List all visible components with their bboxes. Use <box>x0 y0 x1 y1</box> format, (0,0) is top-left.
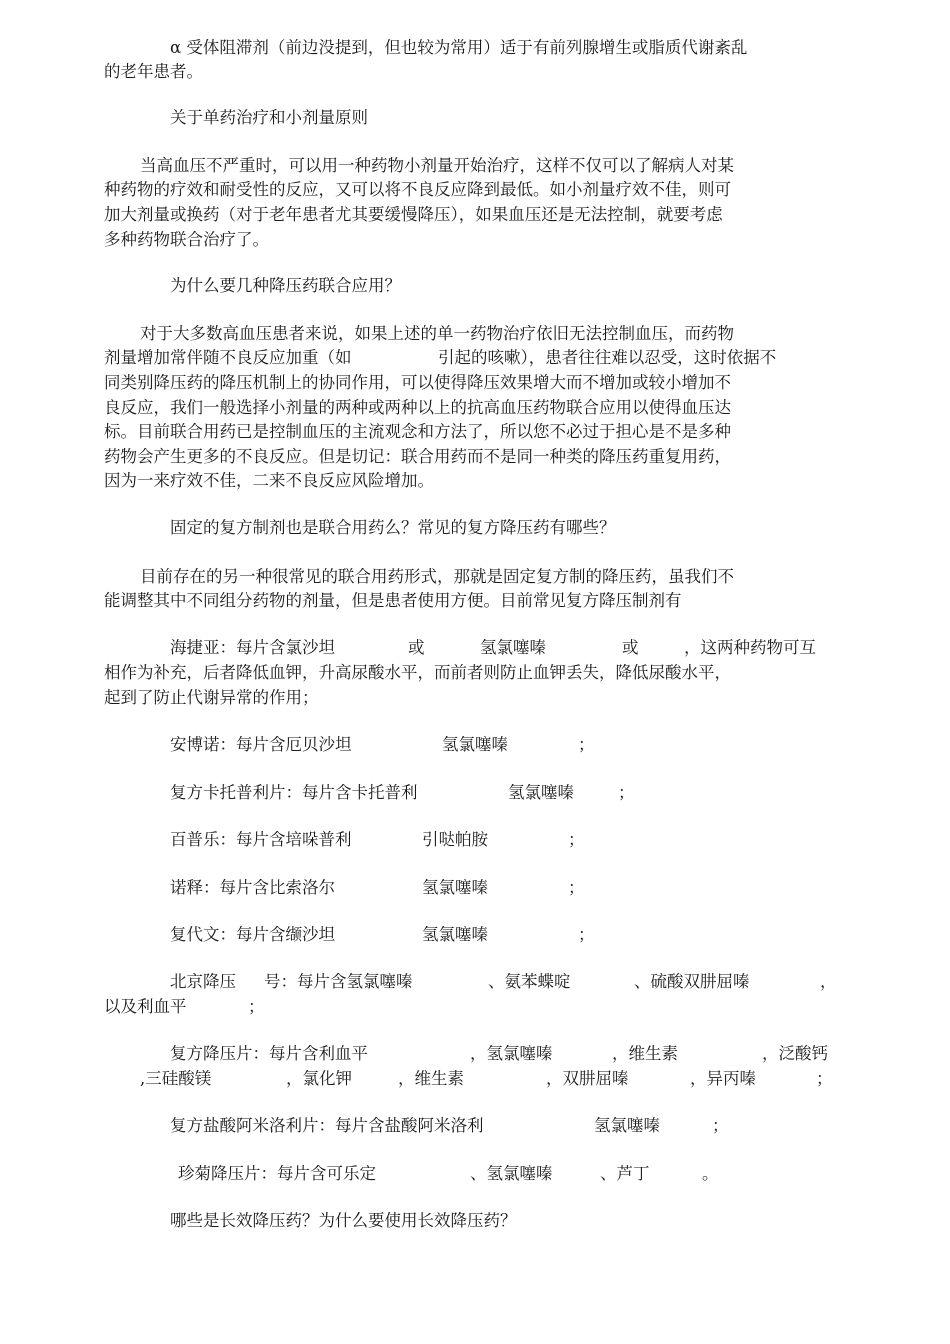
beijing-part-b: 号：每片含氢氯噻嗪 <box>264 972 413 991</box>
combination-line-1: 对于大多数高血压患者来说，如果上述的单一药物治疗依旧无法控制血压，而药物 <box>140 324 734 343</box>
beijing-line-2b: ； <box>248 997 265 1016</box>
fixed-compound-line-1: 目前存在的另一种很常见的联合用药形式，那就是固定复方制的降压药，虽我们不 <box>140 567 734 586</box>
combination-line-5: 标。目前联合用药已是控制血压的主流观念和方法了，所以您不必过于担心是不是多种 <box>104 422 731 441</box>
heading-combination: 为什么要几种降压药联合应用？ <box>170 276 401 295</box>
single-drug-line-1: 当高血压不严重时，可以用一种药物小剂量开始治疗，这样不仅可以了解病人对某 <box>140 156 734 175</box>
hyzaar-line-2: 相作为补充，后者降低血钾，升高尿酸水平，而前者则防止血钾丢失，降低尿酸水平， <box>104 663 731 682</box>
anbonuo-part-c: ； <box>578 735 595 754</box>
zhenju-part-c: 、芦丁 <box>600 1164 650 1183</box>
fufang-line2-part-1: ,三硅酸镁 <box>140 1069 212 1088</box>
beijing-part-e: ， <box>820 972 837 991</box>
bailele-part-a: 百普乐：每片含培哚普利 <box>170 830 352 849</box>
beijing-line-2a: 以及利血平 <box>104 997 187 1016</box>
amiloride-part-b: 氢氯噻嗪 <box>594 1116 660 1135</box>
anbonuo-part-b: 氢氯噻嗪 <box>442 735 508 754</box>
fixed-compound-line-2: 能调整其中不同组分药物的剂量，但是患者使用方便。目前常见复方降压制剂有 <box>104 591 682 610</box>
fufang-line2-part-4: ，双肼屈嗪 <box>546 1069 629 1088</box>
fufang-part-d: ，泛酸钙 <box>762 1044 828 1063</box>
fudaiwen-part-c: ； <box>578 925 595 944</box>
alpha-blocker-line-2: 的老年患者。 <box>104 62 203 81</box>
amiloride-part-a: 复方盐酸阿米洛利片：每片含盐酸阿米洛利 <box>170 1116 484 1135</box>
nuoshi-part-b: 氢氯噻嗪 <box>422 878 488 897</box>
heading-long-acting: 哪些是长效降压药？为什么要使用长效降压药？ <box>170 1211 517 1230</box>
fufang-line2-part-5: ，异丙嗪 <box>690 1069 756 1088</box>
fudaiwen-part-a: 复代文：每片含缬沙坦 <box>170 925 335 944</box>
fufang-line2-part-2: ，氯化钾 <box>286 1069 352 1088</box>
hyzaar-part-e: ，这两种药物可互 <box>684 638 816 657</box>
single-drug-line-3: 加大剂量或换药（对于老年患者尤其要缓慢降压），如果血压还是无法控制，就要考虑 <box>104 205 723 224</box>
fudaiwen-part-b: 氢氯噻嗪 <box>422 925 488 944</box>
combination-line-4: 良反应，我们一般选择小剂量的两种或两种以上的抗高血压药物联合应用以使得血压达 <box>104 398 731 417</box>
beijing-part-c: 、氨苯蝶啶 <box>488 972 571 991</box>
nuoshi-part-c: ； <box>568 878 585 897</box>
single-drug-line-4: 多种药物联合治疗了。 <box>104 230 269 249</box>
alpha-blocker-line-1: α 受体阻滞剂（前边没提到，但也较为常用）适于有前列腺增生或脂质代谢紊乱 <box>170 38 748 57</box>
zhenju-part-d: 。 <box>702 1164 719 1183</box>
nuoshi-part-a: 诺释：每片含比索洛尔 <box>170 878 335 897</box>
fufang-part-c: ，维生素 <box>612 1044 678 1063</box>
bailele-part-b: 引哒帕胺 <box>422 830 488 849</box>
hyzaar-part-c: 氢氯噻嗪 <box>480 638 546 657</box>
combination-line-2a: 剂量增加常伴随不良反应加重（如 <box>104 348 352 367</box>
captopril-part-b: 氢氯噻嗪 <box>508 783 574 802</box>
hyzaar-part-d: 或 <box>622 638 639 657</box>
fufang-part-b: ，氢氯噻嗪 <box>470 1044 553 1063</box>
fufang-part-a: 复方降压片：每片含利血平 <box>170 1044 368 1063</box>
hyzaar-part-a: 海捷亚：每片含氯沙坦 <box>170 638 335 657</box>
fufang-line2-part-3: ，维生素 <box>398 1069 464 1088</box>
zhenju-part-b: 、氢氯噻嗪 <box>470 1164 553 1183</box>
amiloride-part-c: ； <box>712 1116 729 1135</box>
anbonuo-part-a: 安博诺：每片含厄贝沙坦 <box>170 735 352 754</box>
captopril-part-c: ； <box>618 783 635 802</box>
heading-fixed-compound: 固定的复方制剂也是联合用药么？常见的复方降压药有哪些？ <box>170 518 616 537</box>
beijing-part-d: 、硫酸双肼屈嗪 <box>634 972 750 991</box>
beijing-part-a: 北京降压 <box>170 972 236 991</box>
heading-single-drug: 关于单药治疗和小剂量原则 <box>170 108 368 127</box>
hyzaar-line-3: 起到了防止代谢异常的作用； <box>104 688 319 707</box>
fufang-line2-part-6: ； <box>816 1069 833 1088</box>
bailele-part-c: ； <box>568 830 585 849</box>
hyzaar-part-b: 或 <box>408 638 425 657</box>
combination-line-6: 药物会产生更多的不良反应。但是切记：联合用药而不是同一种类的降压药重复用药， <box>104 447 731 466</box>
zhenju-part-a: 珍菊降压片：每片含可乐定 <box>178 1164 376 1183</box>
combination-line-2b: 引起的咳嗽），患者往往难以忍受，这时依据不 <box>438 348 777 367</box>
single-drug-line-2: 种药物的疗效和耐受性的反应，又可以将不良反应降到最低。如小剂量疗效不佳，则可 <box>104 180 731 199</box>
combination-line-3: 同类别降压药的降压机制上的协同作用，可以使得降压效果增大而不增加或较小增加不 <box>104 373 731 392</box>
captopril-part-a: 复方卡托普利片：每片含卡托普利 <box>170 783 418 802</box>
combination-line-7: 因为一来疗效不佳，二来不良反应风险增加。 <box>104 471 434 490</box>
